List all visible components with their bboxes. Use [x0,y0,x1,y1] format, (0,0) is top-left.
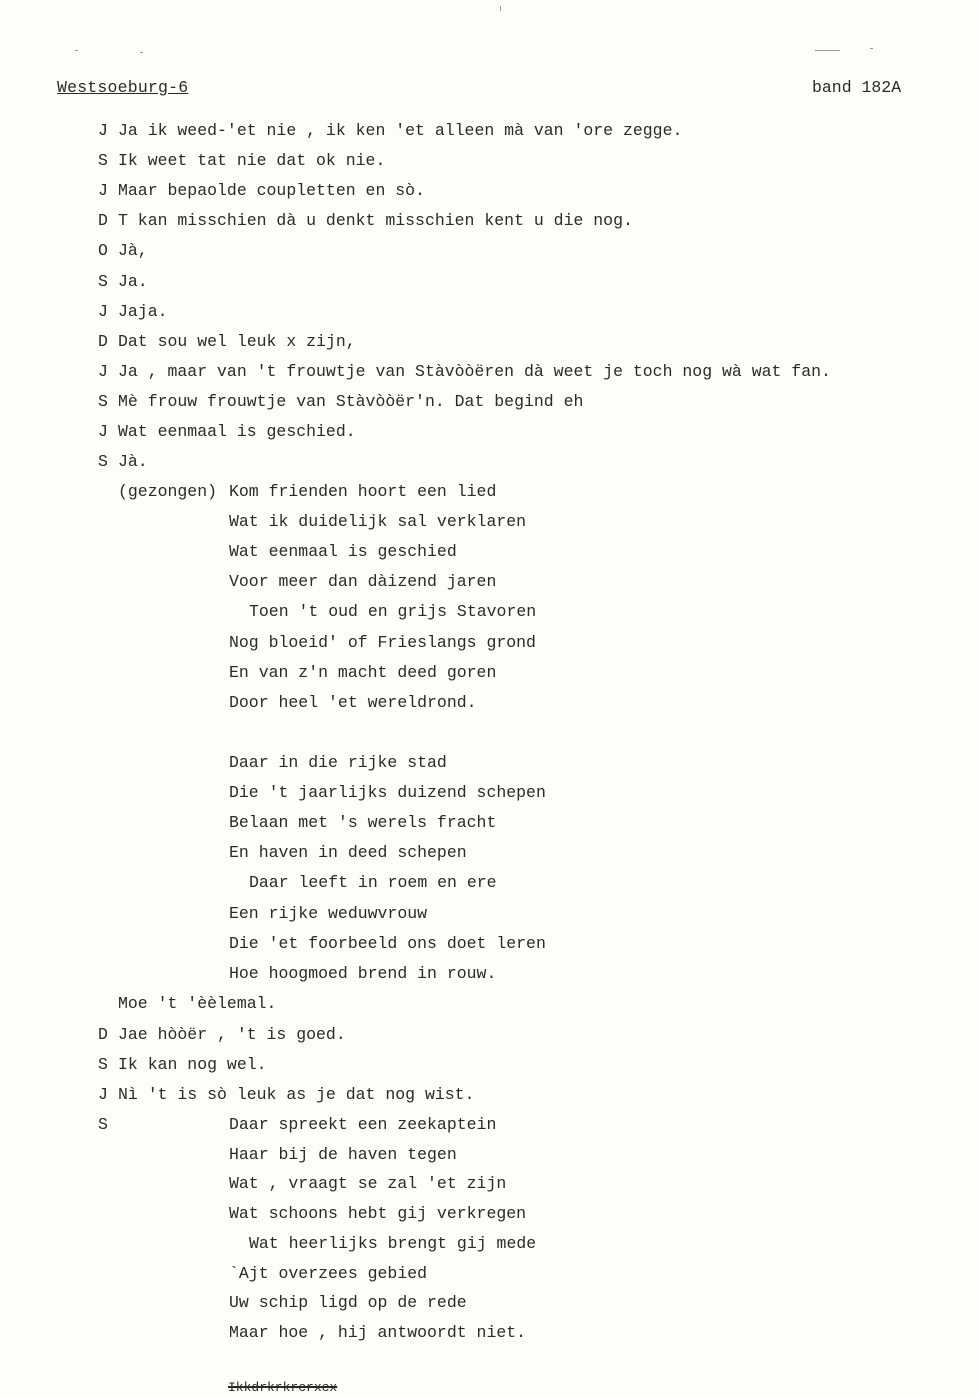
dialogue-text: Jae hòòër , 't is goed. [118,1025,346,1044]
verse-line: Uw schip ligd op de rede [229,1293,467,1313]
dialogue-text: Ik kan nog wel. [118,1055,267,1075]
speaker-initial: J [98,422,108,441]
dialogue-line [98,272,148,292]
speaker-initial: O [98,241,108,261]
scan-speck [75,50,78,51]
verse-line: Door heel 'et wereldrond. [229,692,477,712]
dialogue-line [98,1055,267,1075]
remark-line: Moe 't 'èèlemal. [118,994,277,1013]
verse-line: Hoe hoogmoed brend in rouw. [229,963,497,983]
dialogue-line [98,362,831,382]
dialogue-line [98,121,682,141]
verse-line: Belaan met 's werels fracht [229,813,497,833]
scan-speck [140,52,143,53]
dialogue-text: Ja ik weed-'et nie , ik ken 'et alleen mà van 'ore zegge. [118,121,683,140]
speaker-initial: S [98,1055,108,1075]
dialogue-text: Dat sou wel leuk x zijn, [118,331,356,351]
speaker-initial: D [98,331,108,351]
dialogue-line [98,452,148,472]
verse-line: Kom frienden hoort een lied [229,482,497,501]
dialogue-line [98,181,425,201]
speaker-initial: D [98,1025,108,1044]
dialogue-line [98,332,356,352]
scan-speck [500,6,501,11]
dialogue-line [98,241,148,261]
speaker-initial: S [98,391,108,411]
dialogue-line [98,422,356,442]
dialogue-line [98,211,633,231]
verse-line: Voor meer dan dàizend jaren [229,572,497,592]
dialogue-text: Nì 't is sò leuk as je dat nog wist. [118,1085,475,1105]
dialogue-line [98,302,168,322]
dialogue-text: Jà. [118,452,148,472]
dialogue-text: Jà, [118,241,148,261]
speaker-initial: J [98,181,108,201]
verse-line: Wat heerlijks brengt gij mede [249,1233,537,1253]
scan-speck [870,48,873,49]
dialogue-line [98,1025,346,1045]
dialogue-text: Ja , maar van 't frouwtje van Stàvòòëren dà weet je toch nog wà wat fan. [118,361,831,381]
speaker-initial: S [98,151,108,171]
speaker-initial: S [98,452,108,472]
speaker-initial: J [98,121,108,140]
verse-line: En van z'n macht deed goren [229,662,497,682]
speaker-initial: J [98,1085,108,1105]
dialogue-line [98,151,385,171]
dialogue-text: Ja. [118,271,148,291]
dialogue-text: Jaja. [118,301,168,321]
speaker-initial: J [98,361,108,381]
dialogue-line [98,392,583,412]
dialogue-text: T kan misschien dà u denkt misschien kent u die nog. [118,211,633,231]
verse-line: Die 't jaarlijks duizend schepen [229,783,546,803]
verse-line: Wat , vraagt se zal 'et zijn [229,1174,507,1194]
verse-line: Maar hoe , hij antwoordt niet. [229,1322,527,1342]
verse-line: Wat schoons hebt gij verkregen [229,1204,527,1224]
verse-line: Toen 't oud en grijs Stavoren [249,602,537,622]
verse-line: Daar in die rijke stad [229,753,447,772]
verse-line: Haar bij de haven tegen [229,1144,457,1164]
band-label: band 182A [812,78,902,97]
scan-speck [815,50,840,51]
verse-line: Wat eenmaal is geschied [229,542,457,562]
dialogue-text: Mè frouw frouwtje van Stàvòòër'n. Dat begind eh [118,391,584,411]
verse-line: Daar leeft in roem en ere [249,873,497,893]
document-title: Westsoeburg-6 [57,78,189,97]
verse-line: Daar spreekt een zeekaptein [229,1115,497,1134]
dialogue-line [98,1085,474,1105]
verse-line: Een rijke weduwvrouw [229,903,428,923]
speaker-initial: J [98,301,108,321]
verse-3-speaker: S [98,1115,108,1134]
dialogue-text: Maar bepaolde coupletten en sò. [118,181,425,201]
dialogue-text: Wat eenmaal is geschied. [118,422,356,441]
verse-line: Nog bloeid' of Frieslangs grond [229,632,536,652]
verse-line: Die 'et foorbeeld ons doet leren [229,933,546,953]
speaker-initial: D [98,211,108,231]
dialogue-text: Ik weet tat nie dat ok nie. [118,151,386,171]
verse-line: Wat ik duidelijk sal verklaren [229,512,527,532]
speaker-initial: S [98,271,108,291]
verse-line: En haven in deed schepen [229,843,467,863]
verse-line: `Ajt overzees gebied [229,1263,428,1283]
song-label: (gezongen) [118,482,218,501]
struck-out-line: Ikkdrkrkrcrxcx [228,1380,338,1395]
